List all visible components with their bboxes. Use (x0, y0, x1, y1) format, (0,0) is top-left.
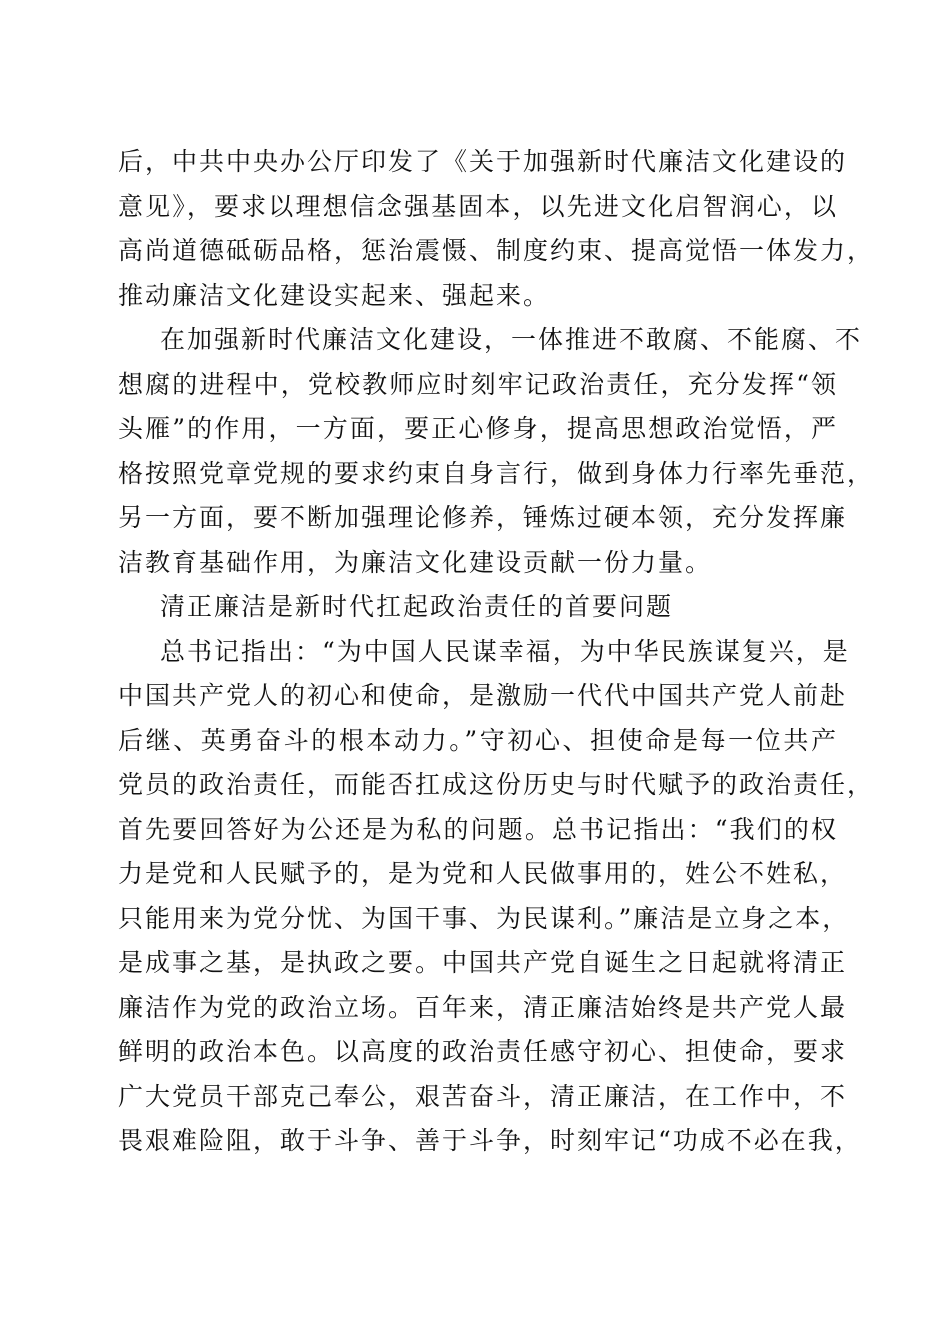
text-line: 广大党员干部克己奉公，艰苦奋斗，清正廉洁，在工作中，不 (118, 1081, 848, 1111)
text-line: 头雁”的作用，一方面，要正心修身，提高思想政治觉悟，严 (118, 414, 838, 443)
text-line: 中国共产党人的初心和使命，是激励一代代中国共产党人前赴 (118, 681, 848, 710)
text-line: 格按照党章党规的要求约束自身言行，做到身体力行率先垂范， (118, 458, 875, 488)
text-line: 另一方面，要不断加强理论修养，锤炼过硬本领，充分发挥廉 (118, 503, 848, 532)
text-line: 在加强新时代廉洁文化建设，一体推进不敢腐、不能腐、不 (160, 325, 863, 354)
text-line: 想腐的进程中，党校教师应时刻牢记政治责任，充分发挥“领 (118, 369, 838, 399)
text-line: 是成事之基，是执政之要。中国共产党自诞生之日起就将清正 (118, 948, 848, 977)
text-line: 力是党和人民赋予的，是为党和人民做事用的，姓公不姓私， (118, 859, 848, 888)
text-line: 党员的政治责任，而能否扛成这份历史与时代赋予的政治责任， (118, 770, 875, 799)
text-line: 后，中共中央办公厅印发了《关于加强新时代廉洁文化建设的 (118, 147, 848, 176)
document-body (118, 140, 875, 1164)
text-line: 意见》，要求以理想信念强基固本，以先进文化启智润心，以 (118, 191, 838, 221)
text-line: 高尚道德砥砺品格，惩治震慑、制度约束、提高觉悟一体发力， (118, 236, 875, 265)
text-line: 后继、英勇奋斗的根本动力。”守初心、担使命是每一位共产 (118, 725, 838, 755)
text-line: 廉洁作为党的政治立场。百年来，清正廉洁始终是共产党人最 (118, 992, 848, 1022)
section-heading: 清正廉洁是新时代扛起政治责任的首要问题 (160, 592, 674, 621)
text-line: 首先要回答好为公还是为私的问题。总书记指出：“我们的权 (118, 814, 838, 844)
text-line: 鲜明的政治本色。以高度的政治责任感守初心、担使命，要求 (118, 1037, 848, 1066)
text-line: 只能用来为党分忧、为国干事、为民谋利。”廉洁是立身之本， (118, 903, 850, 933)
text-line: 总书记指出：“为中国人民谋幸福，为中华民族谋复兴，是 (160, 636, 850, 666)
text-line: 推动廉洁文化建设实起来、强起来。 (118, 280, 551, 310)
text-line: 洁教育基础作用，为廉洁文化建设贡献一份力量。 (118, 547, 713, 577)
text-line: 畏艰难险阻，敢于斗争、善于斗争，时刻牢记“功成不必在我， (118, 1126, 862, 1155)
